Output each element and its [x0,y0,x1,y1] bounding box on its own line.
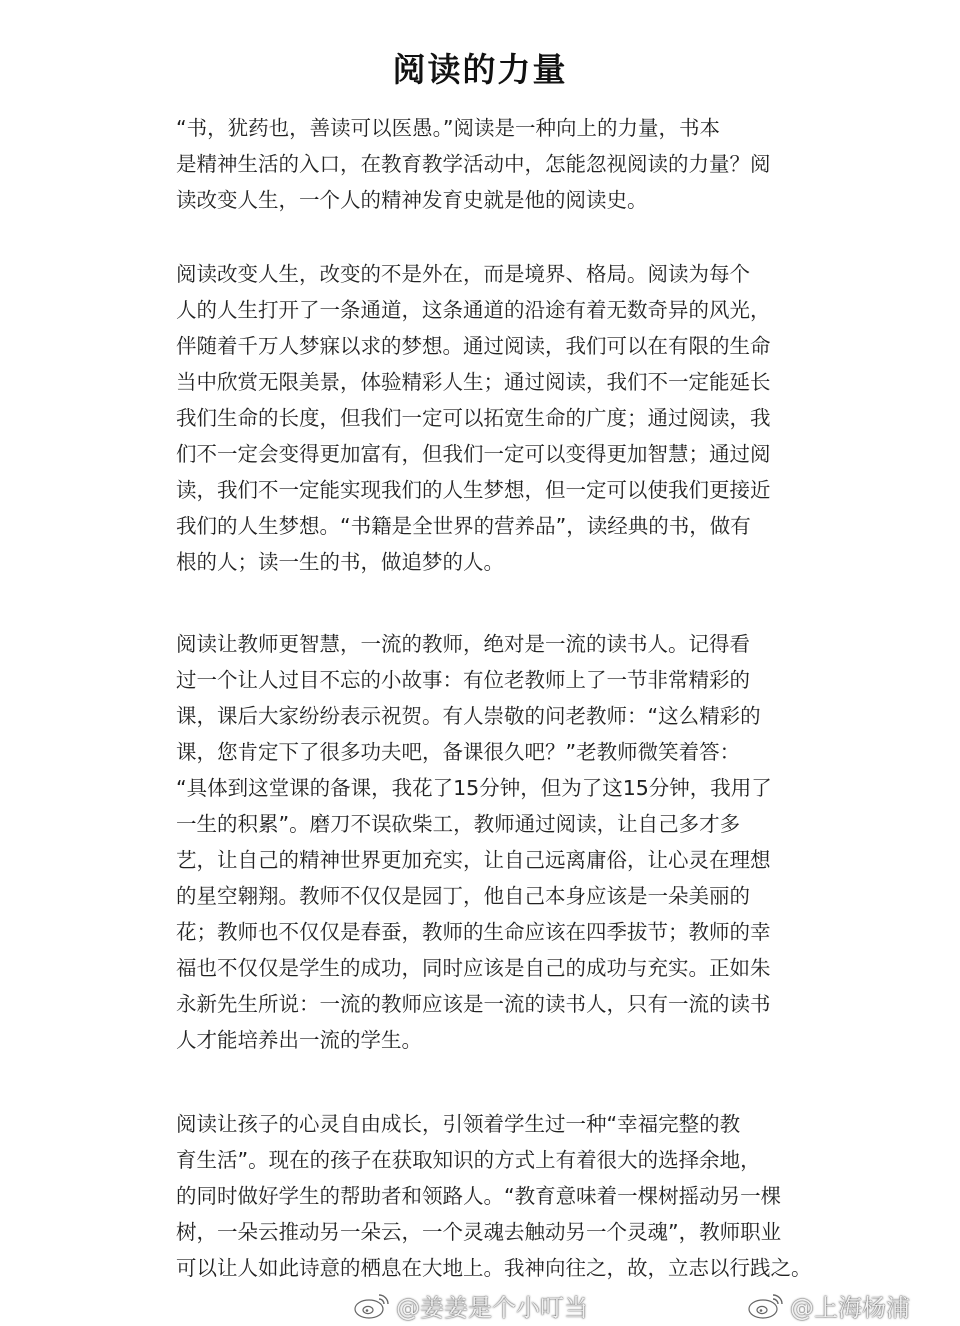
paragraph-line: 人的人生打开了一条通道，这条通道的沿途有着无数奇异的风光， [176,298,771,322]
paragraph-line: 我们的人生梦想。“书籍是全世界的营养品”，读经典的书，做有 [176,514,751,538]
paragraph-line: 读改变人生，一个人的精神发育史就是他的阅读史。 [176,188,648,212]
weibo-watermark-author [352,1288,588,1322]
paragraph-line: 育生活”。现在的孩子在获取知识的方式上有着很大的选择余地， [176,1148,761,1172]
paragraph-line: 课，您肯定下了很多功夫吧，备课很久吧？”老教师微笑着答： [176,740,741,764]
paragraph-line: 课，课后大家纷纷表示祝贺。有人崇敬的问老教师：“这么精彩的 [176,704,761,728]
paragraph-line: 是精神生活的入口，在教育教学活动中，怎能忽视阅读的力量？阅 [176,152,771,176]
paragraph-line: “具体到这堂课的备课，我花了15分钟，但为了这15分钟，我用了 [176,776,772,800]
paragraph-3 [176,626,806,1058]
weibo-logo-icon [352,1290,392,1320]
paragraph-1 [176,110,806,218]
paragraph-line: 永新先生所说：一流的教师应该是一流的读书人，只有一流的读书 [176,992,771,1016]
paragraph-line: 读，我们不一定能实现我们的人生梦想，但一定可以使我们更接近 [176,478,771,502]
paragraph-line: “书，犹药也，善读可以医愚。”阅读是一种向上的力量，书本 [176,116,720,140]
document-title: 阅读的力量 [392,50,568,89]
paragraph-line: 们不一定会变得更加富有，但我们一定可以变得更加智慧；通过阅 [176,442,771,466]
paragraph-line: 当中欣赏无限美景，体验精彩人生；通过阅读，我们不一定能延长 [176,370,771,394]
watermark-author-text: @姜姜是个小叮当 [396,1293,588,1322]
paragraph-2 [176,256,806,580]
paragraph-line: 福也不仅仅是学生的成功，同时应该是自己的成功与充实。正如朱 [176,956,771,980]
paragraph-line: 可以让人如此诗意的栖息在大地上。我神向往之，故，立志以行践之。 [176,1256,812,1280]
paragraph-line: 阅读改变人生，改变的不是外在，而是境界、格局。阅读为每个 [176,262,750,286]
paragraph-line: 阅读让孩子的心灵自由成长，引领着学生过一种“幸福完整的教 [176,1112,741,1136]
paragraph-line: 我们生命的长度，但我们一定可以拓宽生命的广度；通过阅读，我 [176,406,771,430]
paragraph-4 [176,1106,812,1286]
paragraph-line: 根的人；读一生的书，做追梦的人。 [176,550,504,574]
watermark-source-text: @上海杨浦 [790,1293,910,1322]
weibo-logo-icon [746,1290,786,1320]
weibo-watermark-source [746,1288,910,1322]
paragraph-line: 的同时做好学生的帮助者和领路人。“教育意味着一棵树摇动另一棵 [176,1184,782,1208]
paragraph-line: 的星空翱翔。教师不仅仅是园丁，他自己本身应该是一朵美丽的 [176,884,750,908]
paragraph-line: 树，一朵云推动另一朵云，一个灵魂去触动另一个灵魂”，教师职业 [176,1220,782,1244]
paragraph-line: 伴随着千万人梦寐以求的梦想。通过阅读，我们可以在有限的生命 [176,334,771,358]
paragraph-line: 一生的积累”。磨刀不误砍柴工，教师通过阅读，让自己多才多 [176,812,741,836]
paragraph-line: 过一个让人过目不忘的小故事：有位老教师上了一节非常精彩的 [176,668,750,692]
paragraph-line: 人才能培养出一流的学生。 [176,1028,422,1052]
paragraph-line: 花；教师也不仅仅是春蚕，教师的生命应该在四季拔节；教师的幸 [176,920,771,944]
paragraph-line: 艺，让自己的精神世界更加充实，让自己远离庸俗，让心灵在理想 [176,848,771,872]
paragraph-line: 阅读让教师更智慧，一流的教师，绝对是一流的读书人。记得看 [176,632,750,656]
